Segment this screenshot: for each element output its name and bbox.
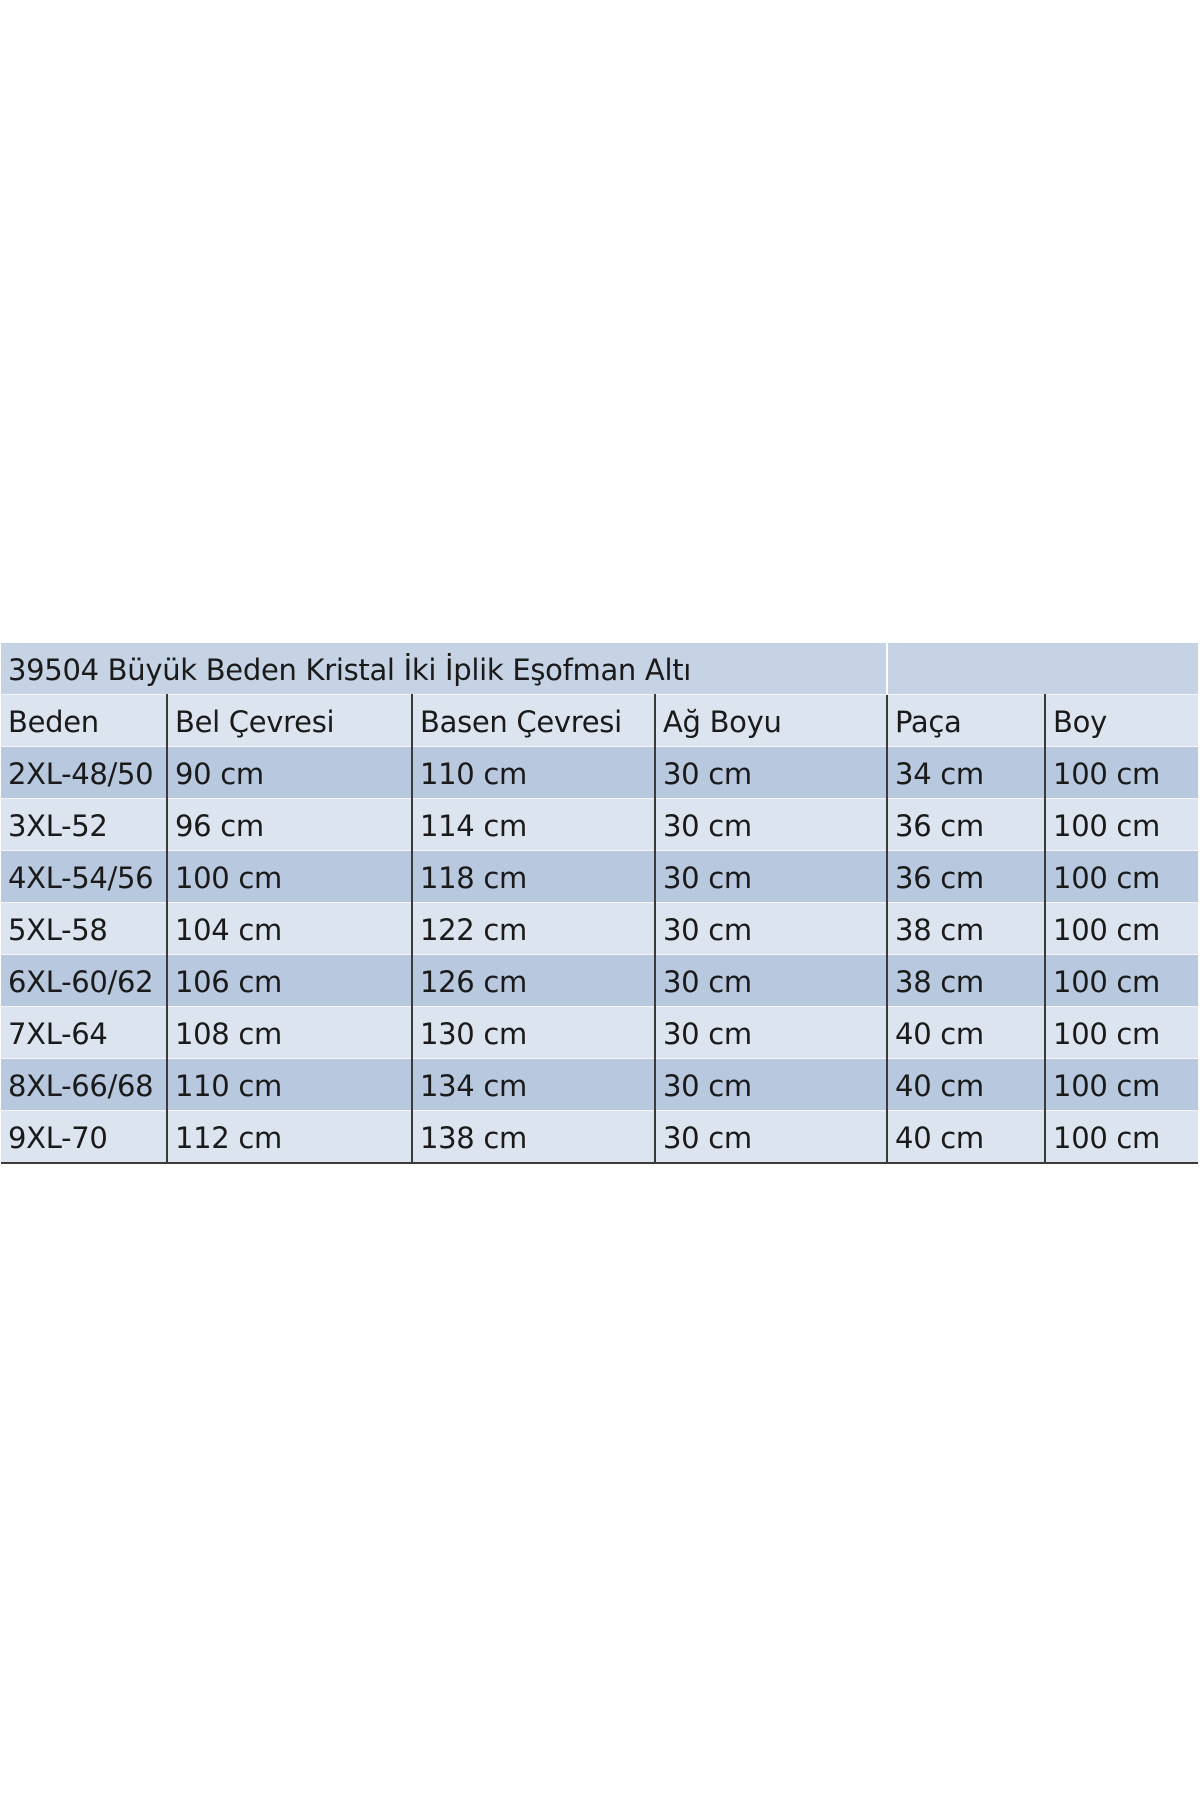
table-row: [1, 1059, 1198, 1111]
cell-ag-boyu: 30 cm: [655, 851, 887, 903]
cell-ag-boyu: 30 cm: [655, 1059, 887, 1111]
header-basen-cevresi: Basen Çevresi: [412, 695, 655, 747]
cell-basen-cevresi: 114 cm: [412, 799, 655, 851]
cell-boy: 100 cm: [1045, 1059, 1198, 1111]
table-row: [1, 1111, 1198, 1164]
cell-beden: 3XL-52: [1, 799, 167, 851]
cell-bel-cevresi: 90 cm: [167, 747, 412, 799]
cell-basen-cevresi: 110 cm: [412, 747, 655, 799]
cell-bel-cevresi: 108 cm: [167, 1007, 412, 1059]
cell-bel-cevresi: 106 cm: [167, 955, 412, 1007]
table-row: [1, 747, 1198, 799]
cell-bel-cevresi: 104 cm: [167, 903, 412, 955]
cell-paca: 40 cm: [887, 1111, 1045, 1164]
table-title: 39504 Büyük Beden Kristal İki İplik Eşofman Altı: [1, 643, 887, 695]
cell-paca: 36 cm: [887, 799, 1045, 851]
cell-paca: 34 cm: [887, 747, 1045, 799]
cell-beden: 9XL-70: [1, 1111, 167, 1164]
cell-basen-cevresi: 138 cm: [412, 1111, 655, 1164]
size-chart-table: [1, 643, 1198, 1164]
header-bel-cevresi: Bel Çevresi: [167, 695, 412, 747]
header-beden: Beden: [1, 695, 167, 747]
cell-ag-boyu: 30 cm: [655, 1007, 887, 1059]
cell-basen-cevresi: 126 cm: [412, 955, 655, 1007]
cell-boy: 100 cm: [1045, 1111, 1198, 1164]
cell-ag-boyu: 30 cm: [655, 799, 887, 851]
cell-bel-cevresi: 100 cm: [167, 851, 412, 903]
cell-basen-cevresi: 118 cm: [412, 851, 655, 903]
cell-paca: 40 cm: [887, 1007, 1045, 1059]
cell-beden: 8XL-66/68: [1, 1059, 167, 1111]
header-paca: Paça: [887, 695, 1045, 747]
cell-beden: 2XL-48/50: [1, 747, 167, 799]
cell-beden: 4XL-54/56: [1, 851, 167, 903]
table-title-row: [1, 643, 1198, 695]
cell-bel-cevresi: 110 cm: [167, 1059, 412, 1111]
cell-paca: 36 cm: [887, 851, 1045, 903]
title-empty-cell: [887, 643, 1198, 695]
cell-paca: 38 cm: [887, 955, 1045, 1007]
cell-basen-cevresi: 122 cm: [412, 903, 655, 955]
table-row: [1, 1007, 1198, 1059]
cell-ag-boyu: 30 cm: [655, 903, 887, 955]
cell-beden: 6XL-60/62: [1, 955, 167, 1007]
cell-basen-cevresi: 134 cm: [412, 1059, 655, 1111]
cell-paca: 38 cm: [887, 903, 1045, 955]
cell-boy: 100 cm: [1045, 747, 1198, 799]
cell-ag-boyu: 30 cm: [655, 1111, 887, 1164]
cell-boy: 100 cm: [1045, 955, 1198, 1007]
cell-boy: 100 cm: [1045, 903, 1198, 955]
cell-bel-cevresi: 112 cm: [167, 1111, 412, 1164]
header-ag-boyu: Ağ Boyu: [655, 695, 887, 747]
cell-bel-cevresi: 96 cm: [167, 799, 412, 851]
header-boy: Boy: [1045, 695, 1198, 747]
table-row: [1, 903, 1198, 955]
table-row: [1, 955, 1198, 1007]
cell-ag-boyu: 30 cm: [655, 955, 887, 1007]
table-header-row: [1, 695, 1198, 747]
cell-paca: 40 cm: [887, 1059, 1045, 1111]
cell-beden: 7XL-64: [1, 1007, 167, 1059]
cell-basen-cevresi: 130 cm: [412, 1007, 655, 1059]
table-row: [1, 799, 1198, 851]
cell-ag-boyu: 30 cm: [655, 747, 887, 799]
cell-beden: 5XL-58: [1, 903, 167, 955]
table-row: [1, 851, 1198, 903]
cell-boy: 100 cm: [1045, 1007, 1198, 1059]
cell-boy: 100 cm: [1045, 799, 1198, 851]
cell-boy: 100 cm: [1045, 851, 1198, 903]
